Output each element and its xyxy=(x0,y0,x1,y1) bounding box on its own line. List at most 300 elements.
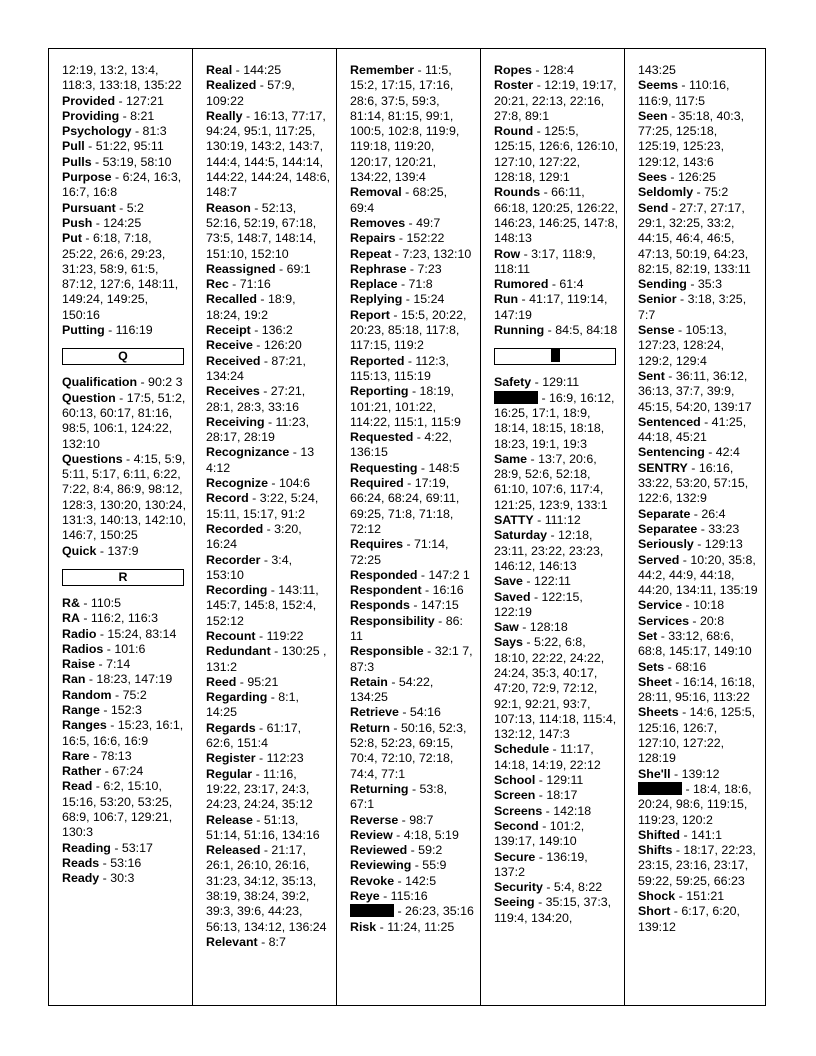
page-line-refs: - 148:5 xyxy=(417,460,460,475)
page-line-refs: - 27:7, 27:17, 29:1, 32:25, 33:2, 44:15, 46:4, 46:5, 47:13, 50:19, 64:23, 82:15, 82:19, 133:11 xyxy=(638,200,751,276)
index-entry xyxy=(638,507,765,522)
page-line-refs: - 122:15, 122:19 xyxy=(494,589,583,619)
index-term: Qualification xyxy=(62,375,138,390)
page-line-refs: - 49:7 xyxy=(405,215,441,230)
index-term: Reporting xyxy=(350,384,409,399)
index-term: Raise xyxy=(62,657,96,672)
index-term: Sees xyxy=(638,170,667,185)
page-line-refs: - 129:13 xyxy=(693,537,743,552)
index-entry xyxy=(62,703,192,718)
index-entry xyxy=(350,721,480,782)
index-term: Sheet xyxy=(638,674,672,689)
index-entry xyxy=(206,78,336,109)
index-entry xyxy=(62,841,192,856)
index-term: Record xyxy=(206,491,249,506)
index-term: She'll xyxy=(638,766,671,781)
index-entry xyxy=(350,874,480,889)
page-line-refs: - 18:17 xyxy=(535,788,578,803)
index-entry xyxy=(638,614,765,629)
index-term: Requesting xyxy=(350,460,418,475)
index-term: Range xyxy=(62,702,100,717)
page-line-refs: - 21:17, 26:1, 26:10, 26:16, 31:23, 34:12, 35:13, 38:19, 38:24, 39:2, 39:3, 39:6, 44:23, 56:13, 134:12, 136:24 xyxy=(206,843,327,934)
page-line-refs: - 3:20, 16:24 xyxy=(206,521,302,552)
index-entry xyxy=(206,690,336,721)
index-term: Quick xyxy=(62,543,97,558)
index-entry xyxy=(638,553,765,599)
page-line-refs: - 11:24, 11:25 xyxy=(376,919,455,934)
index-term: Required xyxy=(350,476,404,491)
index-entry xyxy=(350,705,480,720)
index-entry xyxy=(494,895,624,926)
index-entry xyxy=(494,247,624,278)
index-term: Ran xyxy=(62,672,86,687)
page-line-refs: - 71:16 xyxy=(228,277,271,292)
index-column-5 xyxy=(624,49,765,1005)
index-entry xyxy=(206,583,336,629)
page-line-refs: - 35:18, 40:3, 77:25, 125:18, 125:19, 125:23, 129:12, 143:6 xyxy=(638,108,745,169)
index-term: Sentencing xyxy=(638,445,705,460)
page-line-refs: - 54:22, 134:25 xyxy=(350,674,434,705)
page-line-refs: - 152:3 xyxy=(99,702,142,717)
index-term: Second xyxy=(494,818,539,833)
page-line-refs: - 12:19, 19:17, 20:21, 22:13, 22:16, 27:8, 89:1 xyxy=(494,78,617,123)
index-entry xyxy=(206,354,336,385)
page-line-refs: - 41:17, 119:14, 147:19 xyxy=(494,292,608,322)
index-term: Reads xyxy=(62,855,100,870)
page-line-refs: - 7:23 xyxy=(406,261,442,276)
index-term: Question xyxy=(62,390,116,405)
index-entry xyxy=(494,185,624,246)
page-line-refs: - 101:2, 139:17, 149:10 xyxy=(494,818,585,849)
index-term: Rare xyxy=(62,748,90,763)
index-term: Reed xyxy=(206,674,237,689)
page-line-refs: - 136:19, 137:2 xyxy=(494,849,588,879)
page-line-refs: - 116:19 xyxy=(104,323,153,338)
index-entry xyxy=(206,721,336,752)
index-column-4 xyxy=(480,49,624,1005)
index-entry xyxy=(638,522,765,537)
page-line-refs: - 11:5, 15:2, 17:15, 17:16, 28:6, 37:5, 59:3, 81:14, 81:15, 99:1, 100:5, 102:8, 119:9, 119:18, 119:20, 120:17, 120:21, 134:22, 139:4 xyxy=(350,63,460,185)
page-line-refs: - 11:17, 14:18, 14:19, 22:12 xyxy=(494,742,601,772)
page-line-refs: - 101:6 xyxy=(103,641,146,656)
index-term: Shifts xyxy=(638,843,673,858)
index-entry xyxy=(62,672,192,687)
page-line-refs: - 71:14, 72:25 xyxy=(350,537,449,567)
page-line-refs: - 125:5, 125:15, 126:6, 126:10, 127:10, 127:22, 128:18, 129:1 xyxy=(494,124,619,185)
index-term: Pursuant xyxy=(62,200,116,215)
index-entry xyxy=(206,201,336,262)
page-line-refs: - 6:17, 6:20, 139:12 xyxy=(638,904,740,934)
index-term: Reviewed xyxy=(350,843,408,858)
index-entry xyxy=(638,904,765,935)
page-line-refs: - 11:16, 19:22, 23:17, 24:3, 24:23, 24:24, 35:12 xyxy=(206,766,313,812)
index-term: Really xyxy=(206,108,243,123)
index-term: Pull xyxy=(62,139,85,154)
index-entry: 12:19, 13:2, 13:4, 118:3, 133:18, 135:22 xyxy=(62,63,182,93)
index-term: Ranges xyxy=(62,718,107,733)
index-entry xyxy=(62,688,192,703)
index-entry xyxy=(494,63,624,78)
page-line-refs: - 3:22, 5:24, 15:11, 15:17, 91:2 xyxy=(206,491,319,521)
page-line-refs: - 66:11, 66:18, 120:25, 126:22, 146:23, 146:25, 147:8, 148:13 xyxy=(494,185,619,246)
page-line-refs: - 87:21, 134:24 xyxy=(206,353,306,383)
page-line-refs: - 84:5, 84:18 xyxy=(544,323,618,338)
index-entry xyxy=(638,705,765,766)
index-entry xyxy=(206,767,336,813)
index-entry xyxy=(206,935,336,950)
page-line-refs: - 16:13, 77:17, 94:24, 95:1, 117:25, 130:19, 143:2, 143:7, 144:4, 144:5, 144:14, 144:22, 144:24, 148:6, 148:7 xyxy=(206,108,331,200)
page-line-refs: - 18:17, 22:23, 23:15, 23:16, 23:17, 59:22, 59:25, 66:23 xyxy=(638,843,756,888)
index-entry xyxy=(206,629,336,644)
page-line-refs: - 13 4:12 xyxy=(206,445,315,475)
page-line-refs: - 30:3 xyxy=(99,871,135,886)
index-entry xyxy=(350,537,480,568)
index-entry xyxy=(350,904,480,919)
index-entry xyxy=(638,675,765,706)
page-line-refs: - 53:19, 58:10 xyxy=(91,154,172,169)
page-line-refs: - 6:18, 7:18, 25:22, 26:6, 29:23, 31:23, 58:9, 61:5, 87:12, 127:6, 148:11, 149:24, 149:25, 150:16 xyxy=(62,231,179,322)
index-column-3 xyxy=(336,49,480,1005)
page-line-refs: - 112:23 xyxy=(255,751,304,766)
index-term: Receive xyxy=(206,338,253,353)
index-term: Schedule xyxy=(494,742,550,757)
index-entry xyxy=(638,629,765,660)
index-entry xyxy=(638,461,765,507)
index-entry xyxy=(638,537,765,552)
page-line-refs: - 111:12 xyxy=(533,513,581,528)
index-term: Recorder xyxy=(206,552,261,567)
index-term: Released xyxy=(206,843,261,858)
index-term: Service xyxy=(638,598,683,613)
index-entry xyxy=(206,415,336,446)
index-entry xyxy=(494,391,624,452)
page-line-refs: - 142:18 xyxy=(542,803,592,818)
index-entry xyxy=(350,185,480,216)
index-term: SENTRY xyxy=(638,460,688,475)
page-line-refs: - 78:13 xyxy=(89,748,132,763)
index-term: Set xyxy=(638,628,658,643)
index-entry xyxy=(350,813,480,828)
index-term: Questions xyxy=(62,451,123,466)
index-term: Rephrase xyxy=(350,261,407,276)
index-term: Report xyxy=(350,307,390,322)
index-term: Reverse xyxy=(350,812,399,827)
page-line-refs: - 16:14, 16:18, 28:11, 95:16, 113:22 xyxy=(638,674,756,705)
index-entry xyxy=(638,445,765,460)
index-term: Sets xyxy=(638,659,665,674)
page-line-refs: - 75:2 xyxy=(111,687,147,702)
index-term: Responded xyxy=(350,567,418,582)
index-entry xyxy=(494,804,624,819)
index-term: Recognizance xyxy=(206,445,290,460)
index-entry xyxy=(638,828,765,843)
index-term: Shifted xyxy=(638,827,680,842)
page-line-refs: - 110:5 xyxy=(79,595,122,610)
index-entry xyxy=(494,635,624,742)
index-entry xyxy=(62,871,192,886)
index-entry xyxy=(206,63,336,78)
page-line-refs: - 53:8, 67:1 xyxy=(350,781,448,812)
page-line-refs: - 59:2 xyxy=(407,843,443,858)
page-line-refs: - 55:9 xyxy=(411,858,447,873)
index-entry xyxy=(350,292,480,307)
page-line-refs: - 144:25 xyxy=(232,63,282,77)
index-entry xyxy=(638,185,765,200)
index-entry xyxy=(62,323,192,338)
index-entry xyxy=(206,445,336,476)
index-term: Repeat xyxy=(350,246,392,261)
index-term: Repairs xyxy=(350,231,396,246)
index-term: Rather xyxy=(62,764,102,779)
page-line-refs: - 69:1 xyxy=(275,261,311,276)
page-line-refs: - 33:23 xyxy=(697,521,740,536)
index-entry xyxy=(350,858,480,873)
page-line-refs: - 4:18, 5:19 xyxy=(392,827,459,842)
index-term: Requires xyxy=(350,537,404,552)
index-term: Providing xyxy=(62,108,120,123)
page-line-refs: - 147:2 1 xyxy=(417,567,470,582)
index-term: Retrieve xyxy=(350,705,399,720)
index-entry xyxy=(206,338,336,353)
index-term: Secure xyxy=(494,849,536,864)
index-term: Redundant xyxy=(206,644,271,659)
page-line-refs: - 7:23, 132:10 xyxy=(391,246,472,261)
page-line-refs: - 127:21 xyxy=(115,93,164,108)
index-term: Ropes xyxy=(494,63,532,77)
index-entry xyxy=(350,430,480,461)
page-line-refs: - 5:4, 8:22 xyxy=(542,880,603,895)
index-term: RA xyxy=(62,611,80,626)
index-entry xyxy=(350,644,480,675)
index-term: Receiving xyxy=(206,414,265,429)
page-line-refs: - 147:15 xyxy=(409,598,459,613)
page-line-refs: - 12:18, 23:11, 23:22, 23:23, 146:12, 146:13 xyxy=(494,528,604,573)
page-line-refs: - 128:4 xyxy=(531,63,574,77)
index-column-1 xyxy=(49,49,192,1005)
index-entry xyxy=(494,323,624,338)
index-entry xyxy=(350,598,480,613)
page-line-refs: - 5:22, 6:8, 18:10, 22:22, 24:22, 24:24, 35:3, 40:17, 47:20, 72:9, 72:12, 92:1, 92:21, 93:7, 107:13, 114:18, 115:4, 132:12, 147:3 xyxy=(494,635,617,742)
index-entry xyxy=(62,627,192,642)
index-term: SATTY xyxy=(494,513,534,528)
page-line-refs: - 104:6 xyxy=(267,476,310,491)
page-line-refs: - 139:12 xyxy=(670,766,720,781)
index-entry xyxy=(494,773,624,788)
index-entry xyxy=(206,813,336,844)
index-term: Return xyxy=(350,720,390,735)
page-line-refs: - 36:11, 36:12, 36:13, 37:7, 39:9, 45:15, 54:20, 139:17 xyxy=(638,368,752,414)
index-term: Run xyxy=(494,292,519,307)
page-line-refs: - 61:4 xyxy=(548,277,584,292)
index-term: Removes xyxy=(350,215,406,230)
index-term: Random xyxy=(62,687,112,702)
page-line-refs: - 115:16 xyxy=(379,889,428,904)
index-page xyxy=(48,48,766,1006)
page-line-refs: - 17:5, 51:2, 60:13, 60:17, 81:16, 98:5, 106:1, 124:22, 132:10 xyxy=(62,390,186,451)
index-entry xyxy=(206,109,336,201)
page-line-refs: - 68:25, 69:4 xyxy=(350,185,448,215)
index-entry xyxy=(62,94,192,109)
index-entry xyxy=(206,476,336,491)
page-line-refs: - 18:9, 18:24, 19:2 xyxy=(206,292,296,322)
index-entry xyxy=(62,764,192,779)
page-line-refs: - 32:1 7, 87:3 xyxy=(350,644,473,674)
index-entry xyxy=(206,491,336,522)
page-line-refs: - 8:7 xyxy=(257,934,286,949)
index-entry xyxy=(350,614,480,645)
index-term: Same xyxy=(494,451,528,466)
index-term: Security xyxy=(494,880,543,895)
index-entry xyxy=(350,476,480,537)
index-term: Psychology xyxy=(62,124,132,139)
index-entry xyxy=(638,369,765,415)
page-line-refs: - 26:4 xyxy=(690,506,726,521)
index-term: Regards xyxy=(206,720,256,735)
index-entry xyxy=(494,788,624,803)
index-entry xyxy=(62,596,192,611)
index-term: Running xyxy=(494,323,545,338)
index-term: School xyxy=(494,773,536,788)
index-entry xyxy=(62,544,192,559)
page-line-refs: - 95:21 xyxy=(236,674,279,689)
page-line-refs: - 54:16 xyxy=(398,705,441,720)
index-entry xyxy=(638,109,765,170)
page-line-refs: - 129:11 xyxy=(535,773,584,788)
index-entry xyxy=(350,63,480,185)
index-entry xyxy=(62,391,192,452)
page-line-refs: - 98:7 xyxy=(398,812,434,827)
page-line-refs: - 141:1 xyxy=(680,827,723,842)
index-entry xyxy=(494,78,624,124)
page-line-refs: - 51:13, 51:14, 51:16, 134:16 xyxy=(206,812,320,842)
index-entry xyxy=(494,375,624,390)
index-entry xyxy=(350,782,480,813)
index-term: Revoke xyxy=(350,873,395,888)
index-entry xyxy=(494,850,624,881)
index-entry xyxy=(206,384,336,415)
index-entry xyxy=(638,201,765,277)
page-line-refs: - 68:16 xyxy=(664,659,707,674)
page-line-refs: - 143:11, 145:7, 145:8, 152:4, 152:12 xyxy=(206,583,319,628)
index-term: Screens xyxy=(494,803,543,818)
index-term: Send xyxy=(638,200,669,215)
index-term: Recount xyxy=(206,628,256,643)
index-term: Responsible xyxy=(350,644,424,659)
index-term: Shock xyxy=(638,889,676,904)
index-term: Risk xyxy=(350,919,377,934)
page-line-refs: - 71:8 xyxy=(397,277,433,292)
page-line-refs: - 6:2, 15:10, 15:16, 53:20, 53:25, 68:9, 106:7, 129:21, 130:3 xyxy=(62,779,173,840)
page-line-refs: - 8:1, 14:25 xyxy=(206,690,299,720)
index-term: Putting xyxy=(62,323,105,338)
index-term: Senior xyxy=(638,292,677,307)
page-line-refs: - 3:18, 3:25, 7:7 xyxy=(638,292,747,322)
page-line-refs: - 42:4 xyxy=(704,445,740,460)
page-line-refs: - 57:9, 109:22 xyxy=(206,78,295,108)
index-entry xyxy=(62,155,192,170)
index-entry xyxy=(62,170,192,201)
index-term: Recalled xyxy=(206,292,257,307)
index-entry xyxy=(62,657,192,672)
index-entry xyxy=(350,461,480,476)
index-entry xyxy=(638,843,765,889)
page-line-refs: - 16:16 xyxy=(421,583,464,598)
index-entry xyxy=(350,675,480,706)
page-line-refs: - 122:11 xyxy=(522,574,571,589)
index-entry xyxy=(350,354,480,385)
page-line-refs: - 67:24 xyxy=(101,764,144,779)
page-line-refs: - 151:21 xyxy=(675,889,725,904)
index-term: Saved xyxy=(494,589,531,604)
index-term: Safety xyxy=(494,375,532,390)
index-entry: 143:25 xyxy=(638,63,676,77)
index-entry xyxy=(350,889,480,904)
page-line-refs: - 11:23, 28:17, 28:19 xyxy=(206,414,310,445)
page-line-refs: - 137:9 xyxy=(96,543,139,558)
page-line-refs: - 53:16 xyxy=(99,855,142,870)
index-term: Sentenced xyxy=(638,414,701,429)
index-term: Requested xyxy=(350,430,414,445)
index-term: Sense xyxy=(638,323,675,338)
index-term: Release xyxy=(206,812,253,827)
index-entry xyxy=(638,889,765,904)
index-term: Seldomly xyxy=(638,185,694,200)
page-line-refs: - 18:19, 101:21, 101:22, 114:22, 115:1, 115:9 xyxy=(350,384,461,429)
index-term: Rounds xyxy=(494,185,541,200)
page-line-refs: - 130:25 , 131:2 xyxy=(206,644,327,674)
page-line-refs: - 7:14 xyxy=(95,657,131,672)
index-term: Push xyxy=(62,215,93,230)
index-entry xyxy=(350,277,480,292)
page-line-refs: - 3:17, 118:9, 118:11 xyxy=(494,246,596,276)
redaction-block xyxy=(494,391,538,404)
index-term: Radios xyxy=(62,641,104,656)
index-entry xyxy=(638,277,765,292)
page-line-refs: - 15:23, 16:1, 16:5, 16:6, 16:9 xyxy=(62,718,184,748)
page-line-refs: - 136:2 xyxy=(250,323,293,338)
page-line-refs: - 124:25 xyxy=(92,215,142,230)
index-term: Receipt xyxy=(206,323,251,338)
index-entry xyxy=(350,920,480,935)
index-entry xyxy=(350,247,480,262)
index-entry xyxy=(62,718,192,749)
index-section-header xyxy=(494,348,616,365)
index-term: Save xyxy=(494,574,523,589)
page-line-refs: - 4:15, 5:9, 5:11, 5:17, 6:11, 6:22, 7:22, 8:4, 86:9, 98:12, 128:3, 130:20, 130:24, 131:3, 140:13, 142:10, 146:7, 150:25 xyxy=(62,451,187,543)
index-term: Remember xyxy=(350,63,415,77)
index-entry xyxy=(638,78,765,109)
index-term: Returning xyxy=(350,781,409,796)
index-entry xyxy=(494,124,624,185)
index-entry xyxy=(62,856,192,871)
page-line-refs: - 10:20, 35:8, 44:2, 44:9, 44:18, 44:20, 134:11, 135:19 xyxy=(638,552,758,598)
index-term: Reason xyxy=(206,200,251,215)
page-line-refs: - 17:19, 66:24, 68:24, 69:11, 69:25, 71:8, 71:18, 72:12 xyxy=(350,476,460,536)
index-term: Replying xyxy=(350,292,403,307)
index-term: Recorded xyxy=(206,521,264,536)
index-term: Retain xyxy=(350,674,388,689)
index-term: Short xyxy=(638,904,671,919)
index-term: Register xyxy=(206,751,256,766)
page-line-refs: - 35:3 xyxy=(686,277,723,292)
page-line-refs: - 15:24, 83:14 xyxy=(96,626,177,641)
index-entry xyxy=(494,590,624,621)
index-entry xyxy=(350,262,480,277)
index-entry xyxy=(206,522,336,553)
index-term: Seen xyxy=(638,108,668,123)
index-entry xyxy=(206,277,336,292)
page-line-refs: - 3:4, 153:10 xyxy=(206,552,293,582)
